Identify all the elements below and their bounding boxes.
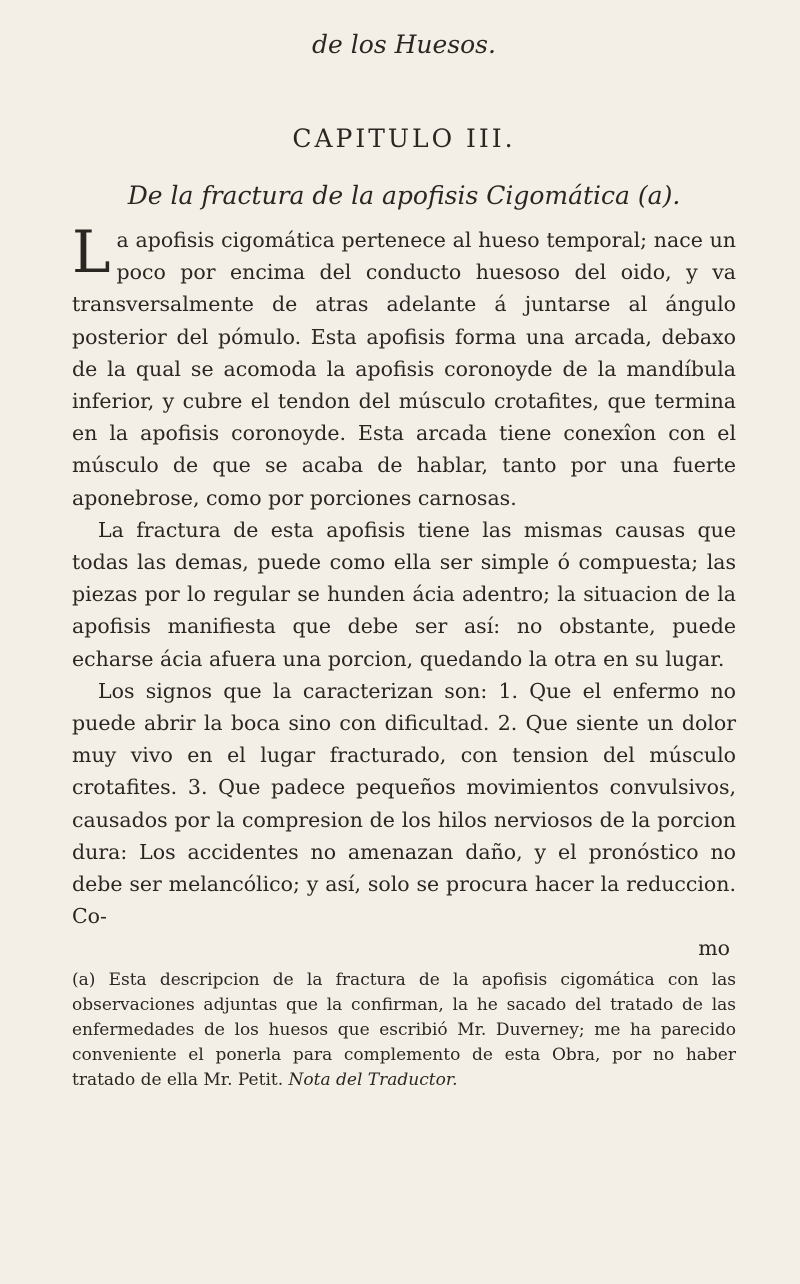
- paragraph-1: [72, 218, 736, 514]
- paragraph-2: La fractura de esta apofisis tiene las mismas causas que todas las demas, puede como ella ser simple ó compuesta; las piezas por lo regular se hunden ácia adentro; la situacion de la apofisis manifiesta que debe ser así: no obstante, puede echarse ácia afuera una porcion, quedando la otra en su lugar.: [72, 517, 736, 671]
- drop-cap: L: [72, 218, 111, 286]
- running-head: de los Huesos.: [312, 30, 496, 59]
- footnote-signature: Nota del Traductor.: [288, 1070, 458, 1091]
- paragraph-1-text: a apofisis cigomática pertenece al hueso temporal; nace un poco por encima del conducto huesoso del oido, y va transversalmente de atras adelante á juntarse al ángulo posterior del pómulo. Esta apofisis forma una arcada, debaxo de la qual se acomoda la apofisis coronoyde de la mandíbula inferior, y cubre el tendon del músculo crotafites, que termina en la apofisis coronoyde. Esta arcada tiene conexîon con el músculo de que se acaba de hablar, tanto por una fuerte aponebrose, como por porciones carnosas.: [72, 228, 736, 510]
- body-text: [72, 218, 736, 932]
- chapter-heading: CAPITULO III.: [292, 124, 516, 153]
- footnote: [72, 968, 736, 1093]
- footnote-text: Esta descripcion de la fractura de la apofisis cigomática con las observaciones adjuntas que la confirman, la he sacado del tratado de las enfermedades de los huesos que escribió Mr. Duverney; me ha parecido conveniente el ponerla para complemento de esta Obra, por no haber tratado de ella Mr. Petit.: [72, 970, 736, 1091]
- footnote-marker: (a): [72, 970, 96, 991]
- chapter-subtitle: De la fractura de la apofisis Cigomática (a).: [127, 181, 681, 210]
- catchword: mo: [698, 936, 730, 961]
- paragraph-3: Los signos que la caracterizan son: 1. Que el enfermo no puede abrir la boca sino con dificultad. 2. Que siente un dolor muy vivo en el lugar fracturado, con tension del músculo crotafites. 3. Que padece pequeños movimientos convulsivos, causados por la compresion de los hilos nerviosos de la porcion dura: Los accidentes no amenazan daño, y el pronóstico no debe ser melancólico; y así, solo se procura hacer la reduccion. Co-: [72, 678, 736, 929]
